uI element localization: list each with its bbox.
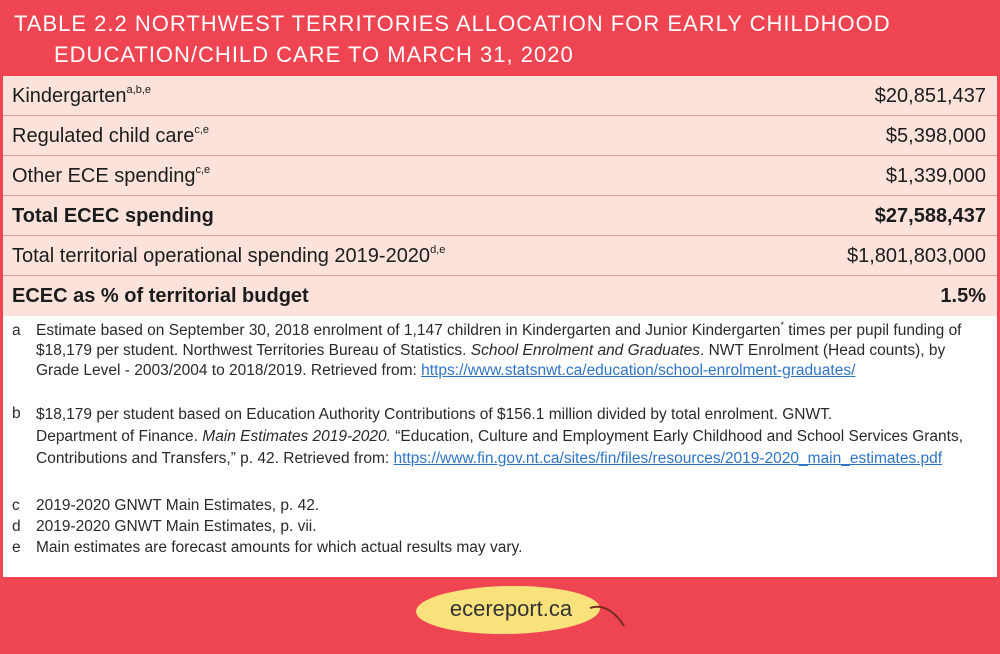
row-value: $5,398,000 (885, 125, 986, 147)
row-value: $27,588,437 (874, 205, 986, 227)
statsnwt-link[interactable]: https://www.statsnwt.ca/education/school-enrolment-graduates/ (421, 362, 856, 379)
table-row-total-ecec (3, 196, 997, 236)
title-line-1: TABLE 2.2 NORTHWEST TERRITORIES ALLOCATION FOR EARLY CHILDHOOD (14, 11, 891, 36)
site-link[interactable]: ecereport.ca (449, 596, 573, 621)
footnote-letter: b (12, 405, 21, 422)
table-row-other-ece (3, 156, 997, 196)
row-value: 1.5% (940, 285, 986, 307)
footnote-letter: e (12, 539, 21, 556)
fin-gov-link[interactable]: https://www.fin.gov.nt.ca/sites/fin/files/resources/2019-2020_main_estimates.pdf (393, 450, 943, 467)
row-value: $20,851,437 (874, 85, 986, 107)
title-line-2: EDUCATION/CHILD CARE TO MARCH 31, 2020 (54, 42, 574, 67)
table-row-territorial-spending (3, 236, 997, 276)
allocation-table (3, 76, 997, 316)
table-row-kindergarten (3, 76, 997, 116)
table-title (0, 0, 1000, 74)
table-row-regulated-child-care (3, 116, 997, 156)
table-row-ecec-percent (3, 276, 997, 316)
row-value: $1,801,803,000 (846, 245, 986, 267)
footnote-ref: c,e (194, 124, 210, 136)
row-label: Regulated child care (12, 125, 195, 147)
footnote-letter: a (12, 322, 21, 339)
row-label: Other ECE spending (12, 165, 196, 187)
footnote-letter: c (12, 497, 20, 514)
footnote-ref: d,e (430, 244, 446, 256)
row-label: Kindergarten (12, 85, 127, 107)
footnote-ref: a,b,e (126, 84, 151, 96)
row-label: Total territorial operational spending 2019-2020 (12, 245, 431, 267)
leaf-stem-icon (588, 600, 628, 630)
footnote-letter: d (12, 518, 21, 535)
row-label: ECEC as % of territorial budget (12, 285, 309, 307)
footnotes: a Estimate based on September 30, 2018 enrolment of 1,147 children in Kindergarten and Junior Kindergarten* times per pupil funding of $18,179 per student. Northwest Territories Bureau of Statistics. School Enrolment and Graduates. NWT Enrolment (Head counts), by Grade Level - 2003/2004 to 2018/2019. Retrieved from: https://www.statsnwt.ca/education/school-enrolment-graduates/ b $18,179 per student based on Education Authority Contributions of $156.1 million divided by total enrolment. GNWT. Department of Finance. Main Estimates 2019-2020. “Education, Culture and Employment Early Childhood and School Services Grants, Contributions and Transfers,” p. 42. Retrieved from: https://www.fin.gov.nt.ca/sites/fin/files/resources/2019-2020_main_estimates.pdf c 2019-2020 GNWT Main Estimates, p. 42. d 2019-2020 GNWT Main Estimates, p. vii. e Main estimates are forecast amounts for which actual results may vary. (3, 316, 997, 577)
footnote-ref: c,e (195, 164, 211, 176)
row-value: $1,339,000 (885, 165, 986, 187)
row-label: Total ECEC spending (12, 205, 214, 227)
